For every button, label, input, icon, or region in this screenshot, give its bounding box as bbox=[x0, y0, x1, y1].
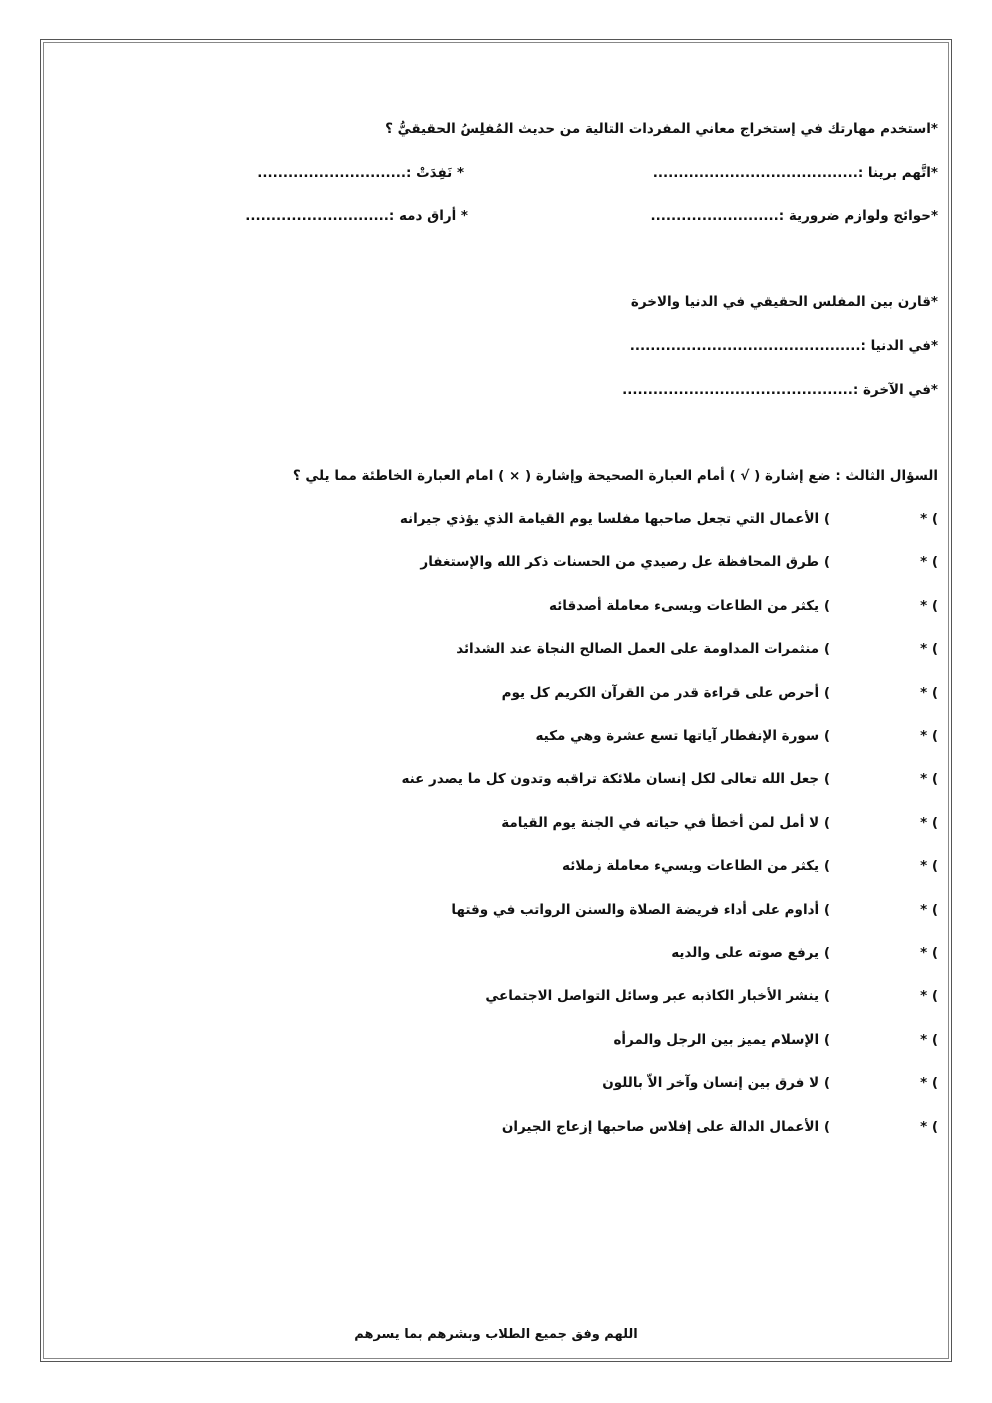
statement-item: ) ينشر الأخبار الكاذبه عبر وسائل التواصل الاجتماعي bbox=[485, 988, 830, 1005]
vocab-ittaham: *اتَّهم برينا :........................................ bbox=[652, 165, 938, 181]
item-marker[interactable]: * ( bbox=[920, 858, 938, 875]
compare-dunya: *في الدنيا :............................................. bbox=[629, 338, 938, 354]
footer-prayer: اللهم وفق جميع الطلاب وبشرهم بما يسرهم bbox=[354, 1327, 638, 1342]
statement-item: ) لا فرق بين إنسان وآخر الاّ باللون bbox=[602, 1075, 830, 1092]
section3-question: السؤال الثالث : ضع إشارة ( √ ) أمام العبارة الصحيحة وإشارة ( × ) امام العبارة الخاطئة مما يلي ؟ bbox=[292, 468, 938, 484]
item-marker[interactable]: * ( bbox=[920, 1031, 938, 1048]
statement-item: ) طرق المحافظة عل رصيدي من الحسنات ذكر الله والإستغفار bbox=[420, 554, 830, 571]
item-marker[interactable]: * ( bbox=[920, 1075, 938, 1092]
statement-item: ) أداوم على أداء فريضة الصلاة والسنن الرواتب في وقتها bbox=[451, 901, 830, 918]
statement-item: ) الأعمال التي تجعل صاحبها مفلسا يوم القيامة الذي يؤذي جيرانه bbox=[399, 511, 830, 527]
section1-question: *استخدم مهارتك في إستخراج معاني المفردات التالية من حديث المُفلِسُ الحقيقيُّ ؟ bbox=[385, 121, 938, 137]
statement-item: ) الأعمال الدالة على إفلاس صاحبها إزعاج الجيران bbox=[501, 1118, 830, 1135]
item-marker[interactable]: * ( bbox=[920, 1118, 938, 1135]
item-marker[interactable]: * ( bbox=[920, 728, 938, 744]
statement-item: ) يكثر من الطاعات ويسىء معاملة أصدقائه bbox=[549, 597, 830, 614]
statement-item: ) منثمرات المداومة على العمل الصالح النجاة عند الشدائد bbox=[456, 641, 830, 658]
item-marker[interactable]: * ( bbox=[920, 597, 938, 614]
vocab-araqa: * أراق دمه :............................ bbox=[245, 208, 468, 224]
statement-item: ) سورة الإنفطار آياتها تسع عشرة وهي مكيه bbox=[535, 728, 830, 744]
statement-item: ) يرفع صوته على والديه bbox=[671, 945, 830, 961]
statement-item: ) جعل الله تعالى لكل إنسان ملائكة تراقبه وتدون كل ما يصدر عنه bbox=[401, 771, 830, 788]
vocab-nafidat: * نَفِدَتْ :............................. bbox=[257, 165, 464, 181]
item-marker[interactable]: * ( bbox=[920, 945, 938, 961]
statement-item: ) أحرص على قراءة قدر من القرآن الكريم كل يوم bbox=[501, 684, 830, 701]
item-marker[interactable]: * ( bbox=[920, 511, 938, 527]
item-marker[interactable]: * ( bbox=[920, 771, 938, 788]
compare-akhira: *في الآخرة :............................................. bbox=[622, 382, 938, 398]
statement-item: ) الإسلام يميز بين الرجل والمرأه bbox=[613, 1031, 830, 1048]
item-marker[interactable]: * ( bbox=[920, 554, 938, 571]
item-marker[interactable]: * ( bbox=[920, 684, 938, 701]
section2-question: *قارن بين المفلس الحقيقي في الدنيا والاخرة bbox=[630, 294, 938, 310]
vocab-hawaij: *حوائج ولوازم ضرورية :......................... bbox=[650, 208, 938, 224]
item-marker[interactable]: * ( bbox=[920, 641, 938, 658]
item-marker[interactable]: * ( bbox=[920, 988, 938, 1005]
item-marker[interactable]: * ( bbox=[920, 814, 938, 831]
item-marker[interactable]: * ( bbox=[920, 901, 938, 918]
statement-item: ) يكثر من الطاعات ويسيء معاملة زملائه bbox=[562, 858, 830, 875]
statement-item: ) لا أمل لمن أخطأ في حياته في الجنة يوم القيامة bbox=[501, 814, 830, 831]
